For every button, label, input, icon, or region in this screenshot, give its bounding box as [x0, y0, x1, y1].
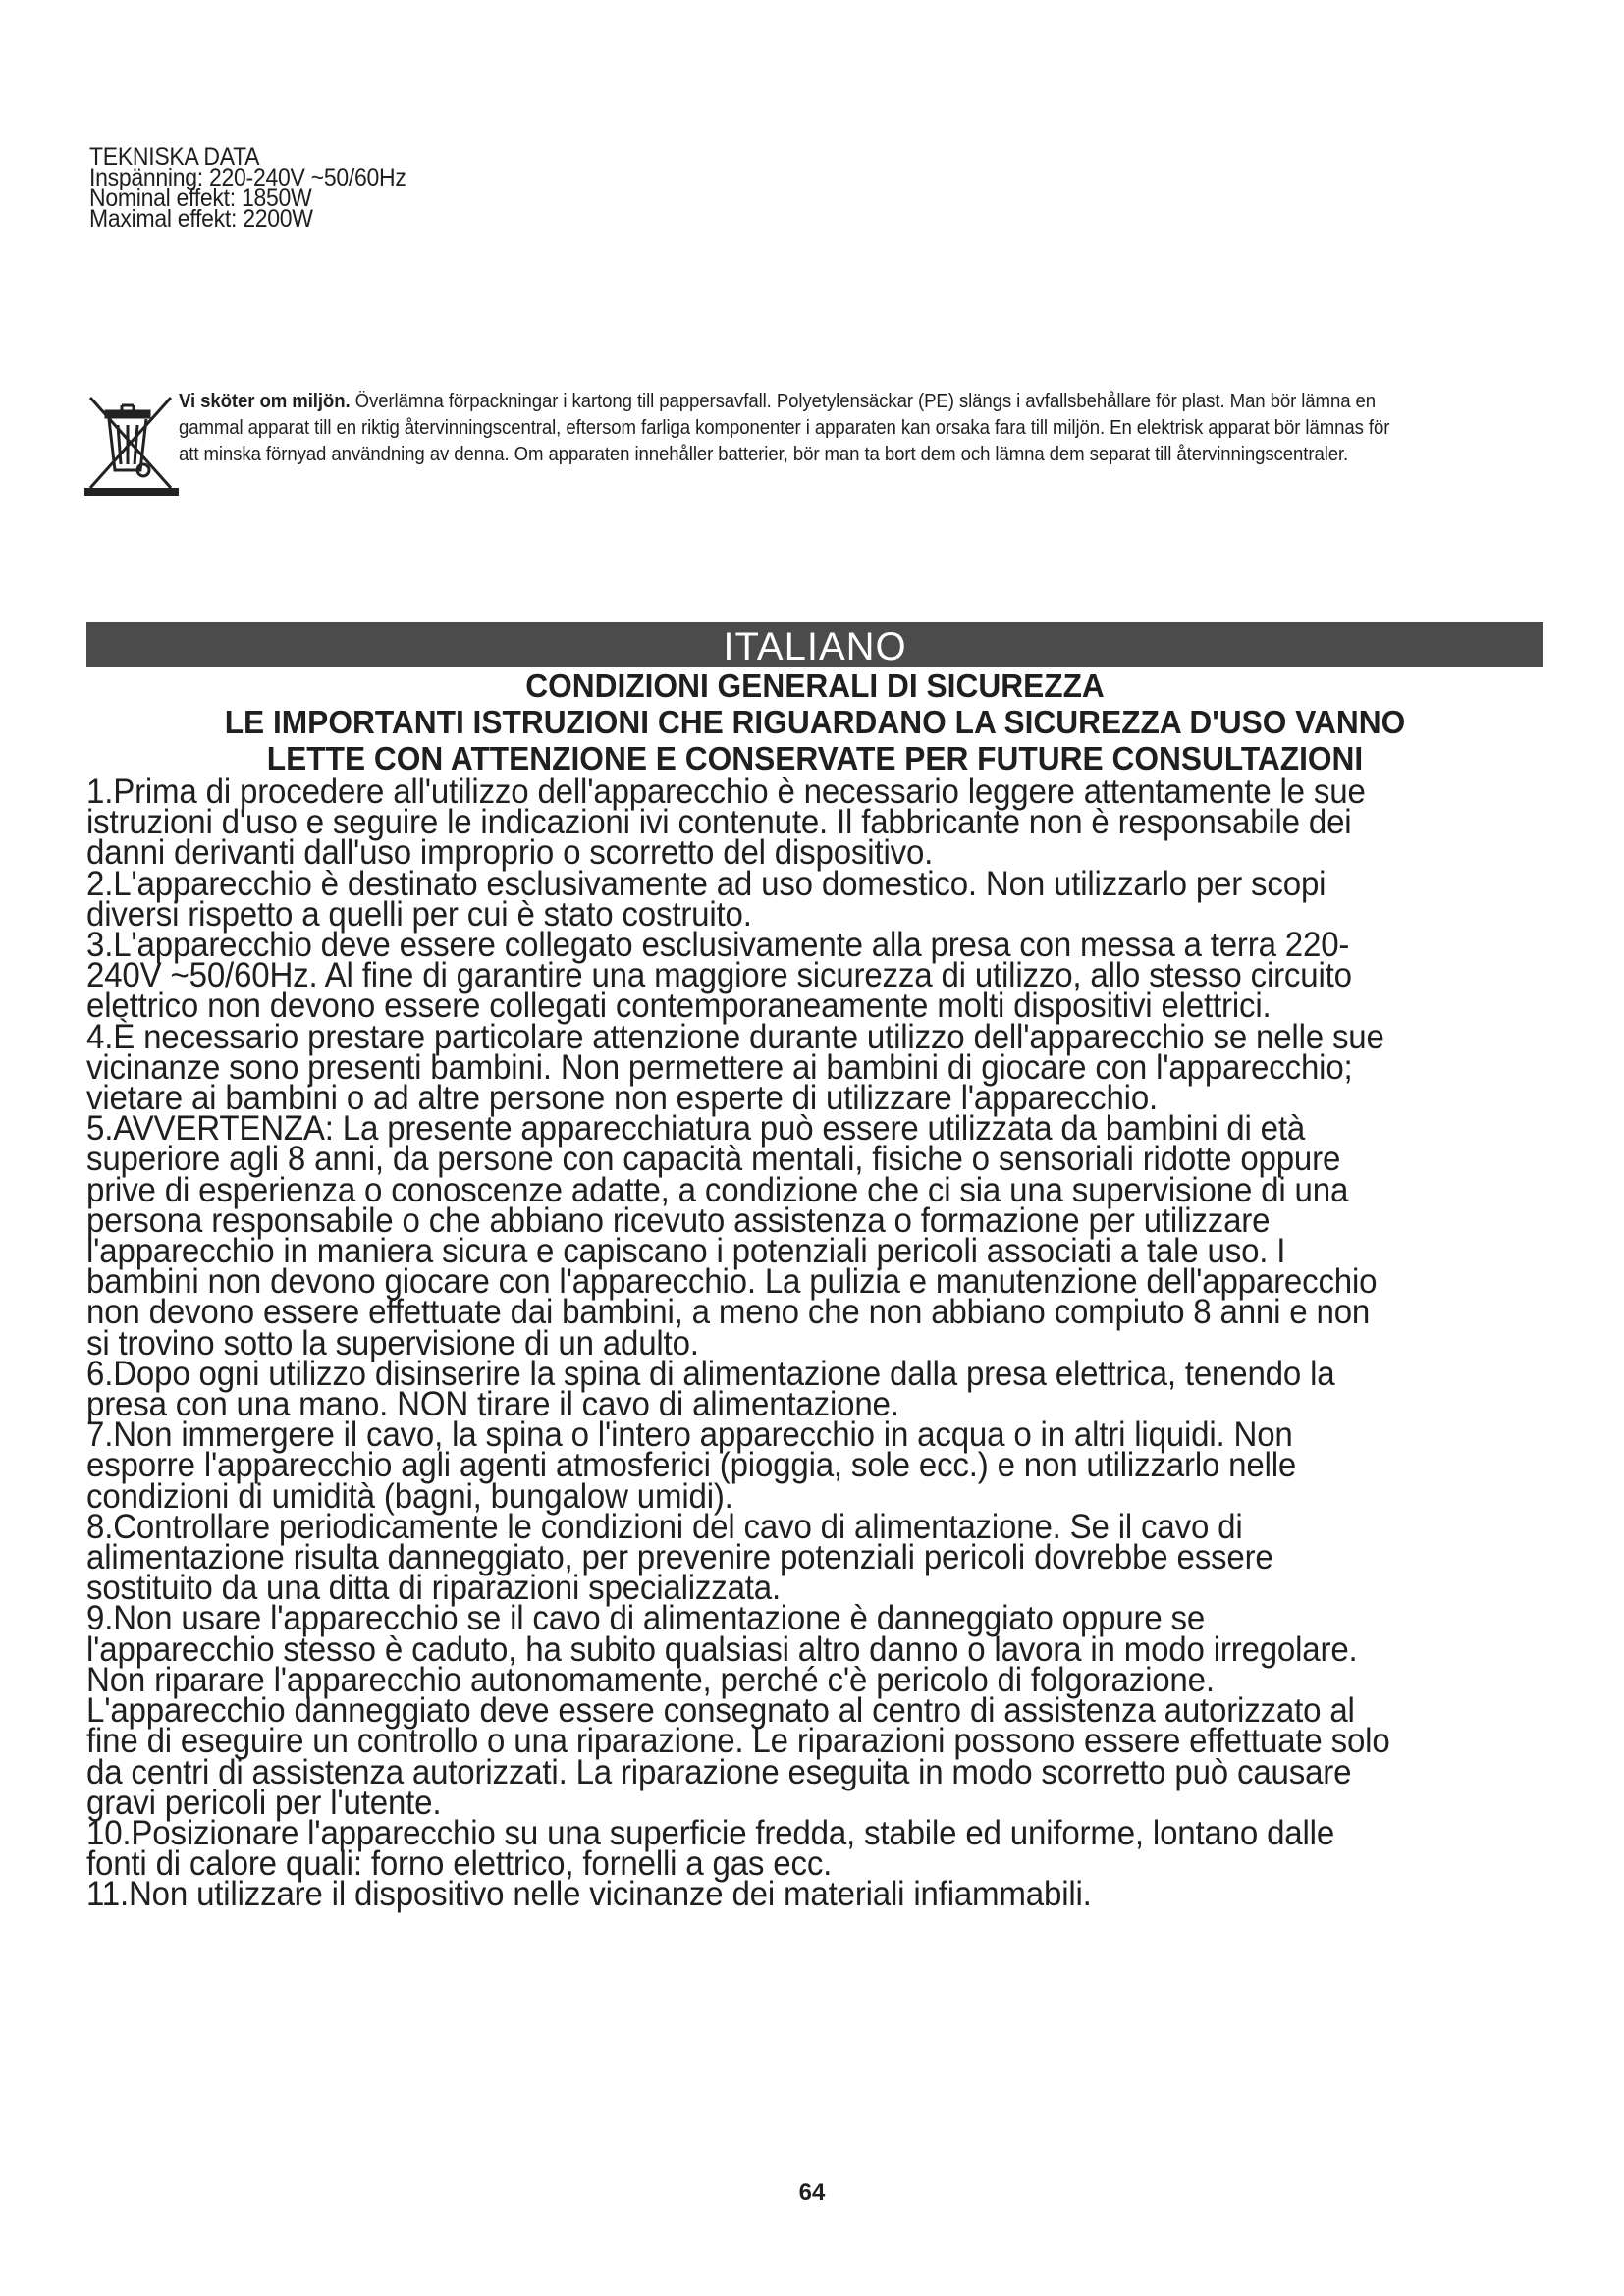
technical-data-line: Nominal effekt: 1850W: [89, 185, 312, 212]
body-line: 11.Non utilizzare il dispositivo nelle vicinanze dei materiali infiammabili.: [86, 1875, 1092, 1914]
language-banner: [86, 622, 1543, 667]
body-line: 9.Non usare l'apparecchio se il cavo di alimentazione è danneggiato oppure se: [86, 1599, 1206, 1638]
body-line: fonti di calore quali: forno elettrico, fornelli a gas ecc.: [86, 1844, 833, 1884]
body-line: superiore agli 8 anni, da persone con capacità mentali, fisiche o sensoriali ridotte oppure: [86, 1140, 1341, 1179]
body-line: persona responsabile o che abbiano ricevuto assistenza o formazione per utilizzare: [86, 1201, 1271, 1240]
body-line: presa con una mano. NON tirare il cavo di alimentazione.: [86, 1385, 899, 1424]
body-line: alimentazione risulta danneggiato, per prevenire potenziali pericoli dovrebbe essere: [86, 1538, 1273, 1577]
body-line: danni derivanti dall'uso improprio o scorretto del dispositivo.: [86, 833, 934, 873]
body-line: l'apparecchio in maniera sicura e capiscano i potenziali pericoli associati a tale uso. I: [86, 1232, 1286, 1271]
body-line: 8.Controllare periodicamente le condizioni del cavo di alimentazione. Se il cavo di: [86, 1507, 1243, 1546]
body-line: 240V ~50/60Hz. Al fine di garantire una maggiore sicurezza di utilizzo, allo stesso circuito: [86, 956, 1352, 995]
body-line: 5.AVVERTENZA: La presente apparecchiatura può essere utilizzata da bambini di età: [86, 1109, 1306, 1148]
body-line: vicinanze sono presenti bambini. Non permettere ai bambini di giocare con l'apparecchio;: [86, 1047, 1353, 1087]
body-line: da centri di assistenza autorizzati. La riparazione eseguita in modo scorretto può causare: [86, 1752, 1352, 1791]
body-line: l'apparecchio stesso è caduto, ha subito qualsiasi altro danno o lavora in modo irregolare.: [86, 1629, 1358, 1669]
page-number: 64: [798, 2179, 826, 2206]
body-line: 10.Posizionare l'apparecchio su una superficie fredda, stabile ed uniforme, lontano dalle: [86, 1813, 1335, 1852]
technical-data-line: Inspänning: 220-240V ~50/60Hz: [89, 164, 406, 191]
technical-data-title: TEKNISKA DATA: [89, 143, 260, 171]
body-line: Non riparare l'apparecchio autonomamente, perché c'è pericolo di folgorazione.: [86, 1660, 1215, 1699]
body-line: fine di eseguire un controllo o una riparazione. Le riparazioni possono essere effettuate solo: [86, 1722, 1390, 1761]
body-line: prive di esperienza o conoscenze adatte, a condizione che ci sia una supervisione di una: [86, 1170, 1349, 1209]
body-line: sostituito da una ditta di riparazioni specializzata.: [86, 1569, 782, 1608]
environment-lead: Vi sköter om miljön.: [179, 391, 351, 412]
body-line: 3.L'apparecchio deve essere collegato esclusivamente alla presa con messa a terra 220-: [86, 926, 1350, 965]
body-line: L'apparecchio danneggiato deve essere consegnato al centro di assistenza autorizzato al: [86, 1691, 1355, 1731]
technical-data-block: [89, 143, 406, 233]
environment-notice: [84, 386, 1567, 504]
body-line: istruzioni d'uso e seguire le indicazioni ivi contenute. Il fabbricante non è responsabile dei: [86, 803, 1352, 842]
subheading-line: LETTE CON ATTENZIONE E CONSERVATE PER FUTURE CONSULTAZIONI: [266, 740, 1364, 776]
environment-line: att minska förnyad användning av denna. Om apparaten innehåller batterier, bör man ta bort dem och lämna dem separat till återvinningscentraler.: [179, 444, 1349, 465]
section-subheading: [116, 704, 1515, 776]
body-line: 7.Non immergere il cavo, la spina o l'intero apparecchio in acqua o in altri liquidi. Non: [86, 1415, 1293, 1455]
body-line: 1.Prima di procedere all'utilizzo dell'apparecchio è necessario leggere attentamente le sue: [86, 773, 1366, 811]
body-line: 2.L'apparecchio è destinato esclusivamente ad uso domestico. Non utilizzarlo per scopi: [86, 864, 1326, 903]
environment-text: [179, 389, 1548, 468]
body-line: bambini non devono giocare con l'apparecchio. La pulizia e manutenzione dell'apparecchio: [86, 1262, 1378, 1302]
subheading-line: LE IMPORTANTI ISTRUZIONI CHE RIGUARDANO LA SICUREZZA D'USO VANNO: [224, 704, 1406, 740]
body-line: diversi rispetto a quelli per cui è stato costruito.: [86, 894, 752, 934]
body-line: vietare ai bambini o ad altre persone non esperte di utilizzare l'apparecchio.: [86, 1079, 1159, 1118]
section-heading: CONDIZIONI GENERALI DI SICUREZZA: [525, 667, 1105, 704]
body-line: esporre l'apparecchio agli agenti atmosferici (pioggia, sole ecc.) e non utilizzarlo nelle: [86, 1446, 1297, 1485]
weee-crossed-bin-icon: [84, 386, 179, 496]
body-line: si trovino sotto la supervisione di un adulto.: [86, 1323, 699, 1362]
language-label: ITALIANO: [723, 625, 907, 668]
body-line: 6.Dopo ogni utilizzo disinserire la spina di alimentazione dalla presa elettrica, tenendo la: [86, 1354, 1335, 1393]
body-line: condizioni di umidità (bagni, bungalow umidi).: [86, 1476, 733, 1516]
body-line: 4.È necessario prestare particolare attenzione durante utilizzo dell'apparecchio se nelle sue: [86, 1017, 1384, 1056]
technical-data-line: Maximal effekt: 2200W: [89, 205, 313, 233]
body-line: non devono essere effettuate dai bambini, a meno che non abbiano compiuto 8 anni e non: [86, 1293, 1371, 1332]
safety-instructions-body: [86, 773, 1534, 1914]
body-line: gravi pericoli per l'utente.: [86, 1783, 442, 1822]
body-line: elettrico non devono essere collegati contemporaneamente molti dispositivi elettrici.: [86, 987, 1272, 1026]
environment-line: gammal apparat till en riktig återvinningscentral, eftersom farliga komponenter i apparaten kan orsaka fara till miljön. En elektrisk apparat bör lämnas för: [179, 417, 1390, 439]
environment-line: Överlämna förpackningar i kartong till pappersavfall. Polyetylensäckar (PE) slängs i avfallsbehållare för plast. Man bör lämna en: [350, 391, 1377, 412]
